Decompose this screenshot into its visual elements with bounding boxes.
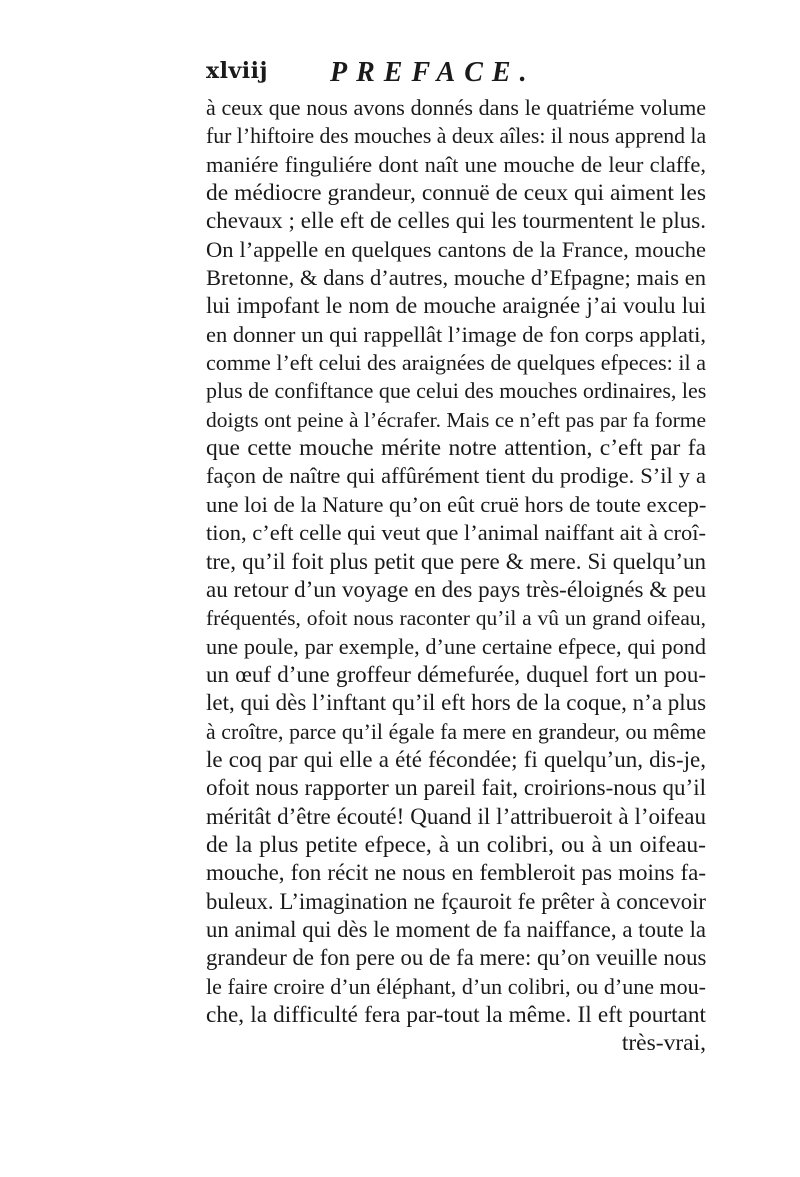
text-line: buleux. L’imagination ne fçauroit fe prêter à concevoir (206, 888, 706, 914)
catchword: très-vrai, (621, 1030, 706, 1057)
text-line: que cette mouche mérite notre attention, c’eft par fa (206, 435, 706, 462)
text-line: à ceux que nous avons donnés dans le quatriéme volume (206, 95, 706, 120)
text-line: une loi de la Nature qu’on eût cruë hors de toute excep- (206, 491, 707, 517)
body-text (206, 94, 706, 1058)
text-line: maniére finguliére dont naît une mouche de leur claffe, (206, 151, 706, 177)
text-line: le faire croire d’un éléphant, d’un colibri, ou d’une mou- (206, 973, 706, 999)
text-line: chevaux ; elle eft de celles qui les tourmentent le plus. (206, 208, 706, 234)
text-line: de médiocre grandeur, connuë de ceux qui aiment les (206, 180, 706, 207)
text-line: Bretonne, & dans d’autres, mouche d’Efpagne; mais en (206, 265, 706, 291)
text-line: fréquentés, ofoit nous raconter qu’il a vû un grand oifeau, (206, 606, 706, 631)
text-line: de la plus petite efpece, à un colibri, ou à un oifeau- (206, 831, 706, 858)
text-line: façon de naître qui affûrément tient du prodige. S’il y a (206, 463, 706, 489)
text-line: en donner un qui rappellât l’image de fon corps applati, (206, 321, 706, 347)
text-line: mouche, fon récit ne nous en fembleroit pas moins fa- (206, 860, 706, 886)
text-line: doigts ont peine à l’écrafer. Mais ce n’eft pas par fa forme (206, 407, 706, 432)
text-line: che, la difficulté fera par-tout la même. Il eft pourtant (206, 1002, 706, 1028)
text-line: lui impofant le nom de mouche araignée j’ai voulu lui (206, 293, 706, 319)
text-line: let, qui dès l’inftant qu’il eft hors de la coque, n’a plus (206, 690, 707, 716)
text-line: au retour d’un voyage en des pays très-éloignés & peu (206, 576, 707, 602)
text-line: tre, qu’il foit plus petit que pere & mere. Si quelqu’un (206, 548, 706, 574)
running-title: PREFACE. (330, 57, 536, 88)
text-line: méritât d’être écouté! Quand il l’attribueroit à l’oifeau (206, 803, 706, 829)
text-line: fur l’hiftoire des mouches à deux aîles: il nous apprend la (206, 124, 707, 149)
text-line: un animal qui dès le moment de fa naiffance, a toute la (206, 916, 706, 942)
text-line: On l’appelle en quelques cantons de la France, mouche (206, 236, 706, 262)
text-line: une poule, par exemple, d’une certaine efpece, qui pond (206, 633, 706, 659)
page-number: xlviij (206, 58, 268, 84)
text-line: à croître, parce qu’il égale fa mere en grandeur, ou même (206, 719, 706, 744)
text-line: plus de confiftance que celui des mouches ordinaires, les (206, 378, 707, 404)
text-line: grandeur de fon pere ou de fa mere: qu’on veuille nous (206, 945, 707, 971)
text-line: comme l’eft celui des araignées de quelques efpeces: il a (206, 350, 706, 376)
text-line: le coq par qui elle a été fécondée; fi quelqu’un, dis-je, (206, 746, 706, 772)
text-line: tion, c’eft celle qui veut que l’animal naiffant ait à croî- (206, 520, 706, 546)
text-line: ofoit nous rapporter un pareil fait, croirions-nous qu’il (206, 775, 706, 801)
text-line: un œuf d’une groffeur démefurée, duquel fort un pou- (206, 661, 706, 687)
